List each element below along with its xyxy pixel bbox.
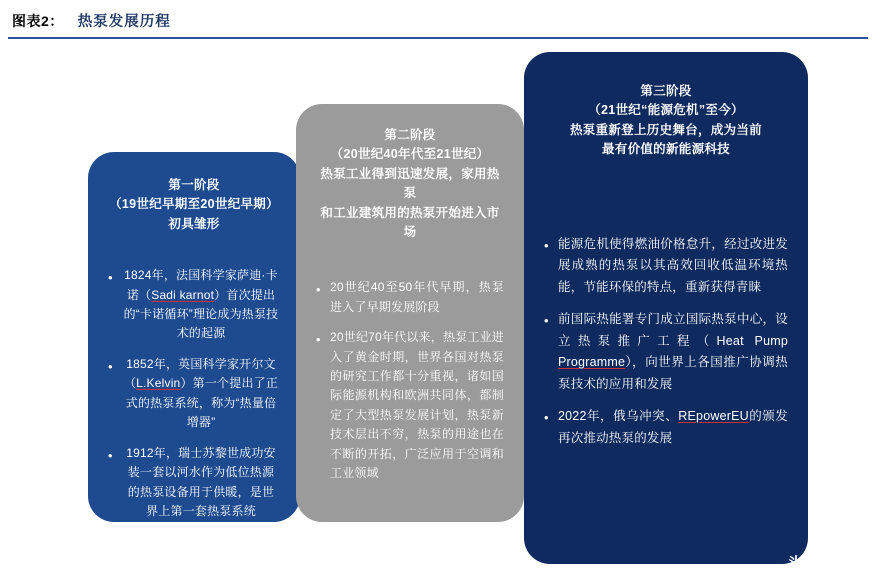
bullet-dot-icon xyxy=(544,314,558,328)
list-item xyxy=(316,328,504,484)
figure-header xyxy=(8,10,868,40)
list-item xyxy=(108,266,280,344)
bullet-dot-icon xyxy=(544,411,558,425)
list-item xyxy=(544,234,788,299)
stage-card-3 xyxy=(524,52,808,564)
stage-3-bullet-2: 前国际热能署专门成立国际热泵中心，设立热泵推广工程（Heat Pump Programme），向世界上各国推广协调热泵技术的应用和发展 xyxy=(558,312,788,391)
bullet-dot-icon xyxy=(316,283,330,297)
list-item xyxy=(544,309,788,395)
page-title: 热泵发展历程 xyxy=(77,14,171,30)
header-divider xyxy=(8,37,868,39)
list-item xyxy=(316,278,504,317)
header-row xyxy=(8,10,868,31)
stage-1-title-line-2: （19世纪早期至20世纪早期） xyxy=(109,197,279,212)
bullet-dot-icon xyxy=(108,360,122,374)
stage-3-title xyxy=(544,82,788,160)
list-item xyxy=(544,406,788,449)
watermark-logo: 头条 xyxy=(787,555,820,572)
stage-3-bullet-list xyxy=(544,234,788,450)
stage-1-bullet-3: 1912年，瑞士苏黎世成功安装一套以河水作为低位热源的热泵设备用于供暖，是世界上第一套热泵系统 xyxy=(126,445,276,518)
stage-1-title-line-1: 第一阶段 xyxy=(168,178,220,192)
stage-3-title-line-3: 热泵重新登上历史舞台，成为当前 xyxy=(569,122,762,137)
bullet-dot-icon xyxy=(108,271,122,285)
stage-3-title-line-4: 最有价值的新能源科技 xyxy=(601,142,730,157)
stage-3-title-line-2: （21世纪“能源危机”至今） xyxy=(588,103,744,118)
stage-2-bullet-list xyxy=(316,278,504,483)
stage-2-title-line-3: 热泵工业得到迅速发展，家用热泵 xyxy=(320,166,500,201)
stage-1-title-line-3: 初具雏形 xyxy=(168,216,220,231)
stage-2-bullet-1: 20世纪40至50年代早期，热泵进入了早期发展阶段 xyxy=(330,280,504,314)
watermark-text: @认是 xyxy=(825,555,873,572)
stage-3-bullet-3: 2022年，俄乌冲突、REpowerEU的颁发再次推动热泵的发展 xyxy=(558,409,788,445)
stage-2-bullet-2: 20世纪70年代以来，热泵工业进入了黄金时期，世界各国对热泵的研究工作都十分重视，诸如国际能源机构和欧洲共同体，都制定了大型热泵发展计划，热泵新技术层出不穷，热泵的用途也在不断的开拓，广泛应用于空调和工业领域 xyxy=(330,330,504,481)
stage-2-title-line-1: 第二阶段 xyxy=(384,128,436,142)
stage-1-bullet-list xyxy=(108,266,280,521)
stage-1-bullet-2: 1852年，英国科学家开尔文（L.Kelvin）第一个提出了正式的热泵系统，称为“热量倍增器” xyxy=(123,356,279,430)
list-item xyxy=(108,355,280,433)
stage-2-title-line-4: 和工业建筑用的热泵开始进入市场 xyxy=(320,205,500,239)
stage-1-title xyxy=(108,176,280,234)
stage-card-1 xyxy=(88,152,300,522)
watermark xyxy=(787,552,873,573)
bullet-dot-icon xyxy=(544,239,558,253)
list-item xyxy=(108,444,280,522)
stage-3-bullet-1: 能源危机使得燃油价格怠升，经过改进发展成熟的热泵以其高效回收低温环境热能，节能环保的特点，重新获得青睐 xyxy=(558,236,788,294)
bullet-dot-icon xyxy=(108,449,122,463)
stage-2-title-line-2: （20世纪40年代至21世纪） xyxy=(330,147,490,162)
stage-2-title xyxy=(316,126,504,242)
stage-card-2 xyxy=(296,104,524,522)
stage-3-title-line-1: 第三阶段 xyxy=(640,84,692,98)
figure-label: 图表2： xyxy=(12,13,64,29)
stage-1-bullet-1: 1824年，法国科学家萨迪·卡诺（Sadi karnot）首次提出的“卡诺循环”理论成为热泵技术的起源 xyxy=(123,268,279,341)
bullet-dot-icon xyxy=(316,333,330,347)
